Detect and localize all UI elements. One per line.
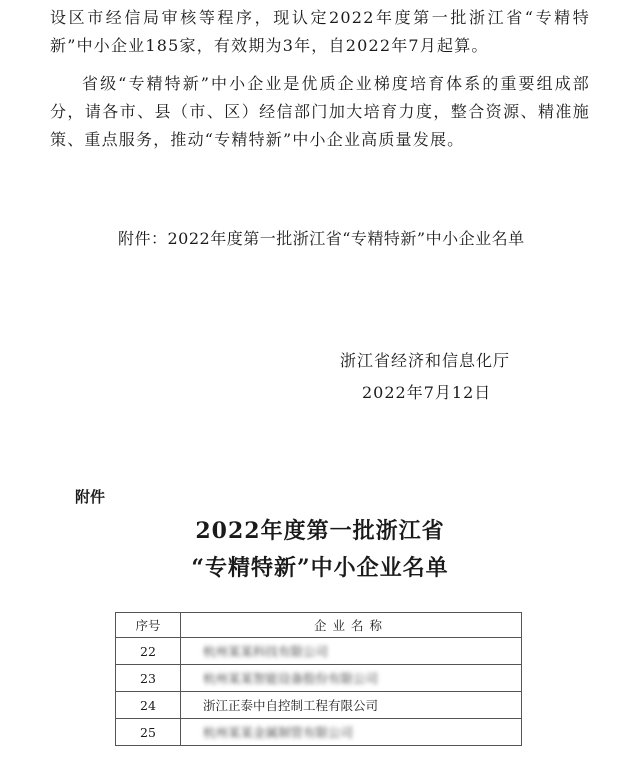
row-no: 22 bbox=[116, 638, 181, 665]
attachment-note: 附件：2022年度第一批浙江省“专精特新”中小企业名单 bbox=[118, 229, 525, 248]
row-name-redacted: 杭州某某金属制管有限公司 bbox=[181, 719, 522, 746]
table-row bbox=[116, 638, 522, 665]
row-name: 浙江正泰中自控制工程有限公司 bbox=[181, 692, 522, 719]
enterprise-table bbox=[115, 612, 522, 746]
header-no: 序号 bbox=[116, 613, 181, 638]
body-paragraph-2: 省级“专精特新”中小企业是优质企业梯度培育体系的重要组成部分，请各市、县（市、区）经信部门加大培育力度，整合资源、精准施策、重点服务，推动“专精特新”中小企业高质量发展。 bbox=[50, 74, 590, 149]
row-no: 25 bbox=[116, 719, 181, 746]
row-no: 23 bbox=[116, 665, 181, 692]
body-paragraph-1: 设区市经信局审核等程序，现认定2022年度第一批浙江省“专精特新”中小企业185家，有效期为3年，自2022年7月起算。 bbox=[50, 8, 590, 55]
issuer-name: 浙江省经济和信息化厅 bbox=[340, 351, 511, 370]
attachment-label: 附件 bbox=[75, 488, 106, 506]
table-row bbox=[116, 665, 522, 692]
row-name-redacted: 杭州某某科技有限公司 bbox=[181, 638, 522, 665]
row-no: 24 bbox=[116, 692, 181, 719]
header-name: 企业名称 bbox=[181, 613, 522, 638]
table-header-row bbox=[116, 613, 522, 638]
row-name-redacted: 杭州某某智能设备股份有限公司 bbox=[181, 665, 522, 692]
table-row bbox=[116, 692, 522, 719]
table-row bbox=[116, 719, 522, 746]
issue-date: 2022年7月12日 bbox=[362, 383, 492, 402]
list-title-line1: 2022年度第一批浙江省 bbox=[195, 518, 445, 544]
list-title-line2: “专精特新”中小企业名单 bbox=[191, 555, 449, 581]
